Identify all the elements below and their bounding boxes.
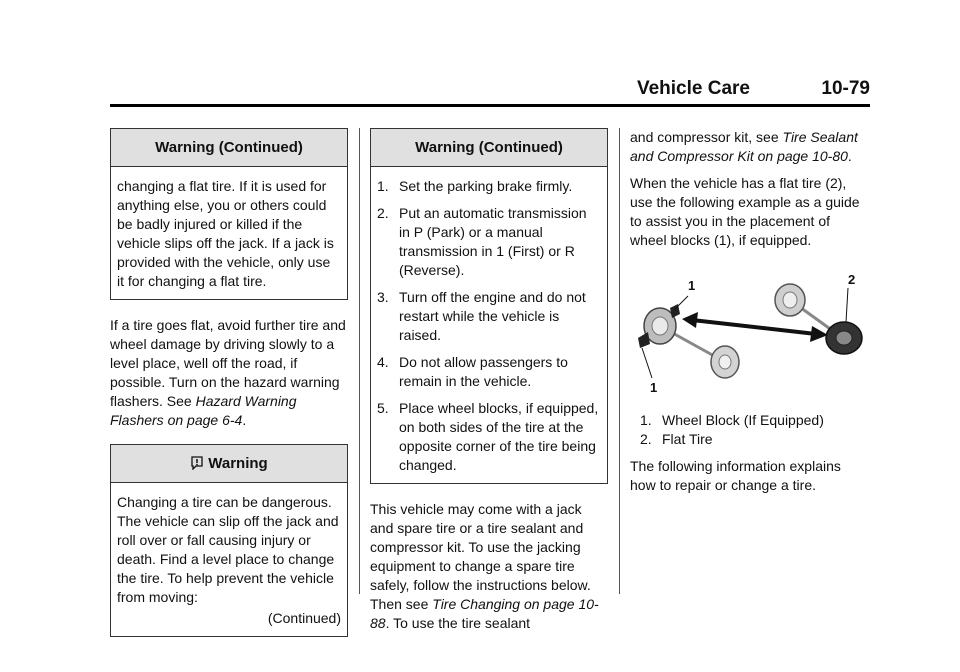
paragraph-text: and compressor kit, see xyxy=(630,129,783,145)
warning-heading-label: Warning xyxy=(208,455,268,472)
hub xyxy=(652,317,668,335)
hub xyxy=(719,355,731,369)
item-number: 2. xyxy=(640,431,652,447)
list-item xyxy=(630,411,870,430)
continued-label: (Continued) xyxy=(267,610,341,626)
column-divider xyxy=(359,128,360,594)
flat-tire-paragraph xyxy=(110,316,348,430)
item-text: Turn off the engine and do not restart while the vehicle is raised. xyxy=(399,289,586,343)
callout-line xyxy=(642,348,652,378)
callout-line xyxy=(846,288,848,322)
page-number: 10-79 xyxy=(821,78,870,99)
warning-heading: Warning (Continued) xyxy=(371,129,607,167)
jack-kit-paragraph xyxy=(370,500,608,633)
warning-box xyxy=(110,444,348,637)
warning-text: changing a flat tire. If it is used for anything else, you or others could be badly injured or killed if the vehicle slips off the jack. If a jack is provided with the vehicle, only use it for changing a flat tire. xyxy=(117,178,334,289)
item-number: 1. xyxy=(640,412,652,428)
repair-info-paragraph: The following information explains how to repair or change a tire. xyxy=(630,458,841,493)
list-item xyxy=(377,177,601,196)
list-item xyxy=(630,430,870,449)
list-item xyxy=(377,399,601,475)
label-flat-tire: 2 xyxy=(848,272,856,287)
sealant-kit-link[interactable]: Tire Sealant and Compressor Kit on page 10-80 xyxy=(630,129,858,164)
page-header xyxy=(110,78,870,107)
column-3 xyxy=(630,128,870,495)
section-title: Vehicle Care xyxy=(636,78,750,99)
wheel-block-icon xyxy=(638,332,650,348)
item-text: Place wheel blocks, if equipped, on both sides of the tire at the opposite corner of the tire being changed. xyxy=(399,400,599,473)
column-2 xyxy=(370,128,608,633)
arrow-head xyxy=(810,326,828,342)
item-number: 5. xyxy=(377,400,389,416)
warning-box-continued xyxy=(370,128,608,484)
item-number: 4. xyxy=(377,354,389,370)
label-wheel-block-bottom: 1 xyxy=(650,380,658,395)
paragraph-text: This vehicle may come with a jack and spare tire or a tire sealant and compressor kit. To use the jacking equipment to change a spare tire safely, follow the instructions below. Then see xyxy=(370,501,591,612)
tire-changing-link[interactable]: Tire Changing on page 10-88 xyxy=(370,596,599,631)
list-item xyxy=(377,353,601,391)
paragraph-end: . xyxy=(847,148,852,164)
arrow-head xyxy=(682,312,698,328)
item-number: 1. xyxy=(377,178,389,194)
warning-body xyxy=(111,167,347,299)
warning-text: Changing a tire can be dangerous. The vehicle can slip off the jack and roll over or fall causing injury or death. Find a level place to change the tire. To help prevent the vehicle from moving: xyxy=(117,494,339,605)
hazard-flashers-link[interactable]: Hazard Warning Flashers on page 6-4 xyxy=(110,393,297,428)
warning-heading: Warning (Continued) xyxy=(111,129,347,167)
wheel-block-diagram xyxy=(630,268,870,403)
steps-list xyxy=(377,177,601,475)
item-text: Set the parking brake firmly. xyxy=(399,178,573,194)
wheel-block-paragraph: When the vehicle has a flat tire (2), use the following example as a guide to assist you in the placement of wheel blocks (1), if equipped. xyxy=(630,175,860,248)
item-number: 2. xyxy=(377,205,389,221)
item-text: Put an automatic transmission in P (Park) or a manual transmission in 1 (First) or R (Reverse). xyxy=(399,205,587,278)
item-text: Flat Tire xyxy=(662,431,713,447)
diagram-legend xyxy=(630,411,870,449)
diagonal-arrow xyxy=(692,320,816,334)
paragraph-text: If a tire goes flat, avoid further tire and wheel damage by driving slowly to a level place, well off the road, if possible. Turn on the hazard warning flashers. See xyxy=(110,317,346,409)
label-wheel-block-top: 1 xyxy=(688,278,696,293)
hub xyxy=(783,292,797,308)
column-1 xyxy=(110,128,348,637)
hub xyxy=(836,331,852,345)
warning-box-continued xyxy=(110,128,348,300)
paragraph-end: . To use the tire sealant xyxy=(385,615,531,631)
sealant-kit-paragraph xyxy=(630,128,870,166)
callout-line xyxy=(674,296,688,310)
warning-body xyxy=(371,167,607,483)
list-item xyxy=(377,288,601,345)
column-divider xyxy=(619,128,620,594)
warning-heading xyxy=(111,445,347,483)
item-text: Do not allow passengers to remain in the vehicle. xyxy=(399,354,568,389)
item-number: 3. xyxy=(377,289,389,305)
warning-body xyxy=(111,483,347,636)
warning-icon xyxy=(190,456,204,470)
paragraph-end: . xyxy=(242,412,247,428)
item-text: Wheel Block (If Equipped) xyxy=(662,412,824,428)
list-item xyxy=(377,204,601,280)
